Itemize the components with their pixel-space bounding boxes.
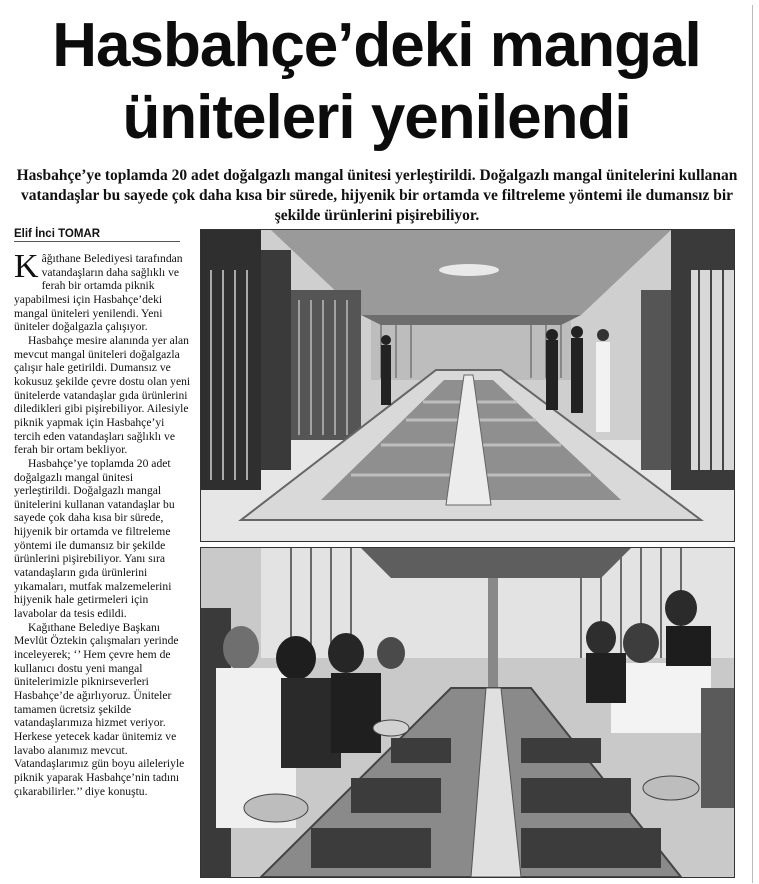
photo-visitors-grilling xyxy=(200,547,735,878)
headline-line-1: Hasbahçe’deki mangal xyxy=(52,11,701,80)
paragraph-3: Hasbahçe’ye toplamda 20 adet doğalgazlı mangal ünitesi yerleştirildi. Doğalgazlı mangal ünitelerini kullanan vatandaşlar bu sayede çok daha kısa bir sürede, hijyenik bir ortamda ve filtreleme yöntemi ile dumansız bir şekilde ürünlerini pişirebiliyor. Yanı sıra vatandaşların gıda ürünlerini yıkamaları, mutfak malzemelerini hijyenik hale getirmeleri için lavabolar da tesis edildi. xyxy=(14,456,175,621)
drop-cap: K xyxy=(14,248,39,285)
photo-empty-pavilion xyxy=(200,229,735,542)
grilling-illustration xyxy=(201,548,734,877)
byline: Elif İnci TOMAR xyxy=(14,228,180,242)
article-body xyxy=(14,248,192,798)
paragraph-4: Kağıthane Belediye Başkanı Mevlüt Öztekin çalışmaları yerinde inceleyerek; ‘’ Hem çevre hem de kullanıcı dostu yeni mangal ünitelerimizle piknirseverleri Hasbahçe’de ağırlıyoruz. Üniteler tamamen ücretsiz şekilde vatandaşlarımıza hizmet veriyor. Herkese yetecek kadar ünitemiz ve lavabo alanımız mevcut. Vatandaşlarımız gün boyu aileleriyle piknik yaparak Hasbahçe’nin tadını çıkarabilirler.’’ diye konuştu. xyxy=(14,620,185,798)
paragraph-1: Kâğıthane Belediyesi tarafından vatandaşların daha sağlıklı ve ferah bir ortamda piknik yapabilmesi için Hasbahçe’deki mangal üniteleri yenilendi. Yeni üniteler doğalgazla çalışıyor. xyxy=(14,248,183,334)
article-deck: Hasbahçe’ye toplamda 20 adet doğalgazlı mangal ünitesi yerleştirildi. Doğalgazlı mangal ünitelerini kullanan vatandaşlar bu sayede çok daha kısa bir sürede, hijyenik bir ortamda ve filtreleme yöntemi ile dumansız bir şekilde ürünlerini pişirebiliyor. xyxy=(16,167,738,224)
paragraph-2: Hasbahçe mesire alanında yer alan mevcut mangal üniteleri doğalgazla çalışır hale getirildi. Dumansız ve kokusuz şekilde çevre dostu olan yeni ünitelerde vatandaşlar gıda ürünlerini diledikleri gibi pişirebiliyor. Ailesiyle piknik yapmak için Hasbahçe’yi tercih eden vatandaşları sağlıklı ve ferah bir ortam bekliyor. xyxy=(14,333,191,457)
headline-line-2: üniteleri yenilendi xyxy=(122,83,631,152)
pavilion-illustration xyxy=(201,230,734,541)
headline xyxy=(0,10,753,154)
